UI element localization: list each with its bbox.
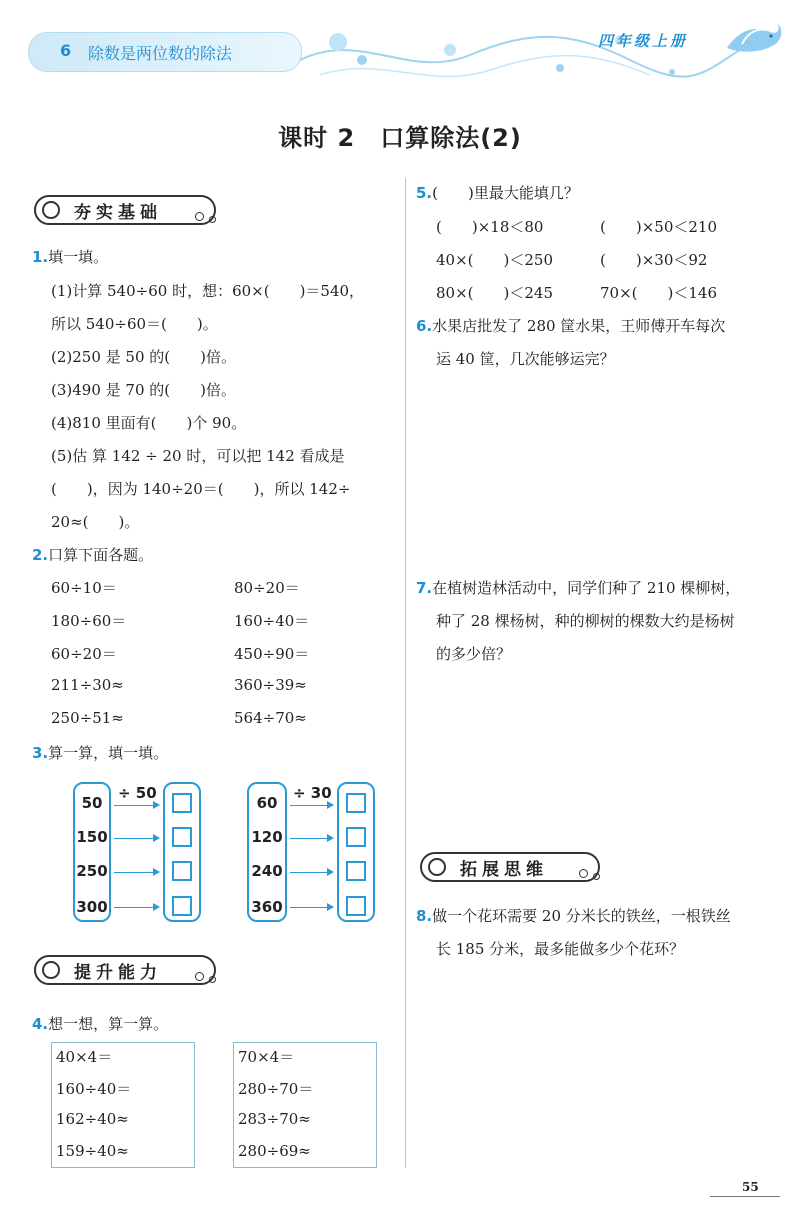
question-number: 1. bbox=[32, 248, 49, 266]
page-number-rule bbox=[710, 1196, 780, 1197]
calc-item: 70×4＝ bbox=[238, 1048, 295, 1066]
section-badge-extension bbox=[420, 852, 600, 882]
question-line: 长 185 分米，最多能做多少个花环？ bbox=[436, 940, 685, 958]
question-8 bbox=[416, 905, 731, 926]
calc-item: 283÷70≈ bbox=[238, 1110, 311, 1128]
question-title: 想一想，算一算。 bbox=[48, 1015, 169, 1033]
diagram2-operation: ÷ 30 bbox=[293, 784, 332, 802]
question-line: 种了 28 棵杨树，种的柳树的棵数大约是杨树 bbox=[436, 612, 735, 630]
calc-item: 40×4＝ bbox=[56, 1048, 113, 1066]
q5-item: 70×( )＜146 bbox=[600, 284, 717, 302]
section-title: 拓展思维 bbox=[460, 859, 548, 880]
q2-right-item: 450÷90＝ bbox=[234, 645, 310, 663]
answer-box[interactable] bbox=[172, 896, 192, 916]
q1-line: (4)810 里面有( )个 90。 bbox=[51, 414, 247, 432]
q5-item: 40×( )＜250 bbox=[436, 251, 553, 269]
chapter-title: 除数是两位数的除法 bbox=[88, 44, 233, 63]
question-number: 4. bbox=[32, 1015, 49, 1033]
page-number: 55 bbox=[742, 1180, 759, 1194]
q2-left-item: 60÷10＝ bbox=[51, 579, 117, 597]
question-line: 在植树造林活动中，同学们种了 210 棵柳树， bbox=[432, 579, 741, 597]
question-line: 水果店批发了 280 筐水果，王师傅开车每次 bbox=[432, 317, 726, 335]
q5-item: 80×( )＜245 bbox=[436, 284, 553, 302]
question-3 bbox=[32, 742, 168, 763]
diagram2-value: 240 bbox=[251, 862, 283, 880]
answer-box[interactable] bbox=[172, 861, 192, 881]
calc-item: 159÷40≈ bbox=[56, 1142, 129, 1160]
calc-item: 160÷40＝ bbox=[56, 1080, 132, 1098]
question-number: 8. bbox=[416, 907, 433, 925]
grade-label: 四年级上册 bbox=[598, 32, 689, 50]
section-badge-basics bbox=[34, 195, 216, 225]
answer-box[interactable] bbox=[172, 827, 192, 847]
arrow-icon bbox=[114, 872, 158, 873]
section-title: 提升能力 bbox=[74, 962, 162, 983]
question-2 bbox=[32, 544, 153, 565]
q2-left-item: 180÷60＝ bbox=[51, 612, 127, 630]
q5-item: ( )×50＜210 bbox=[600, 218, 717, 236]
bird-logo-icon bbox=[722, 18, 782, 62]
q5-item: ( )×18＜80 bbox=[436, 218, 544, 236]
question-5 bbox=[416, 182, 579, 203]
calc-item: 162÷40≈ bbox=[56, 1110, 129, 1128]
calc-item: 280÷69≈ bbox=[238, 1142, 311, 1160]
q2-right-item: 360÷39≈ bbox=[234, 676, 307, 694]
question-4 bbox=[32, 1013, 168, 1034]
section-badge-ability bbox=[34, 955, 216, 985]
question-title: 口算下面各题。 bbox=[48, 546, 154, 564]
diagram2-value: 360 bbox=[251, 898, 283, 916]
q1-line: 所以 540÷60＝( )。 bbox=[51, 315, 218, 333]
answer-box[interactable] bbox=[346, 896, 366, 916]
q1-line: 20≈( )。 bbox=[51, 513, 140, 531]
answer-box[interactable] bbox=[346, 861, 366, 881]
question-number: 5. bbox=[416, 184, 433, 202]
question-number: 3. bbox=[32, 744, 49, 762]
diagram1-value: 300 bbox=[76, 898, 108, 916]
diagram2-value: 120 bbox=[251, 828, 283, 846]
question-title: 填一填。 bbox=[48, 248, 109, 266]
q2-left-item: 211÷30≈ bbox=[51, 676, 124, 694]
arrow-icon bbox=[114, 907, 158, 908]
section-title: 夯实基础 bbox=[74, 202, 162, 223]
arrow-icon bbox=[290, 838, 332, 839]
q2-right-item: 80÷20＝ bbox=[234, 579, 300, 597]
question-title: 算一算，填一填。 bbox=[48, 744, 169, 762]
answer-box[interactable] bbox=[346, 827, 366, 847]
q2-left-item: 60÷20＝ bbox=[51, 645, 117, 663]
q1-line: (1)计算 540÷60 时，想：60×( )＝540， bbox=[51, 282, 365, 300]
arrow-icon bbox=[114, 805, 158, 806]
column-divider bbox=[405, 178, 406, 1168]
question-number: 6. bbox=[416, 317, 433, 335]
question-6 bbox=[416, 315, 725, 336]
question-line: 的多少倍？ bbox=[436, 645, 512, 663]
arrow-icon bbox=[290, 805, 332, 806]
diagram2-value: 60 bbox=[256, 794, 278, 812]
calc-item: 280÷70＝ bbox=[238, 1080, 314, 1098]
q1-line: (5)估 算 142 ÷ 20 时，可以把 142 看成是 bbox=[51, 447, 345, 465]
diagram1-value: 150 bbox=[76, 828, 108, 846]
diagram1-value: 50 bbox=[81, 794, 103, 812]
chapter-number: 6 bbox=[60, 41, 72, 60]
q2-right-item: 160÷40＝ bbox=[234, 612, 310, 630]
answer-box[interactable] bbox=[346, 793, 366, 813]
diagram1-operation: ÷ 50 bbox=[118, 784, 157, 802]
q1-line: (3)490 是 70 的( )倍。 bbox=[51, 381, 236, 399]
q1-line: (2)250 是 50 的( )倍。 bbox=[51, 348, 236, 366]
q2-left-item: 250÷51≈ bbox=[51, 709, 124, 727]
arrow-icon bbox=[290, 907, 332, 908]
question-number: 7. bbox=[416, 579, 433, 597]
question-number: 2. bbox=[32, 546, 49, 564]
diagram1-value: 250 bbox=[76, 862, 108, 880]
q5-item: ( )×30＜92 bbox=[600, 251, 708, 269]
question-line: 做一个花环需要 20 分米长的铁丝，一根铁丝 bbox=[432, 907, 731, 925]
arrow-icon bbox=[114, 838, 158, 839]
question-line: 运 40 筐，几次能够运完？ bbox=[436, 350, 615, 368]
question-title: ( )里最大能填几？ bbox=[432, 184, 579, 202]
q1-line: ( )，因为 140÷20＝( )，所以 142÷ bbox=[51, 480, 351, 498]
arrow-icon bbox=[290, 872, 332, 873]
question-7 bbox=[416, 577, 740, 598]
lesson-title: 课时 2 口算除法(2) bbox=[278, 124, 522, 152]
question-1 bbox=[32, 246, 108, 267]
answer-box[interactable] bbox=[172, 793, 192, 813]
q2-right-item: 564÷70≈ bbox=[234, 709, 307, 727]
